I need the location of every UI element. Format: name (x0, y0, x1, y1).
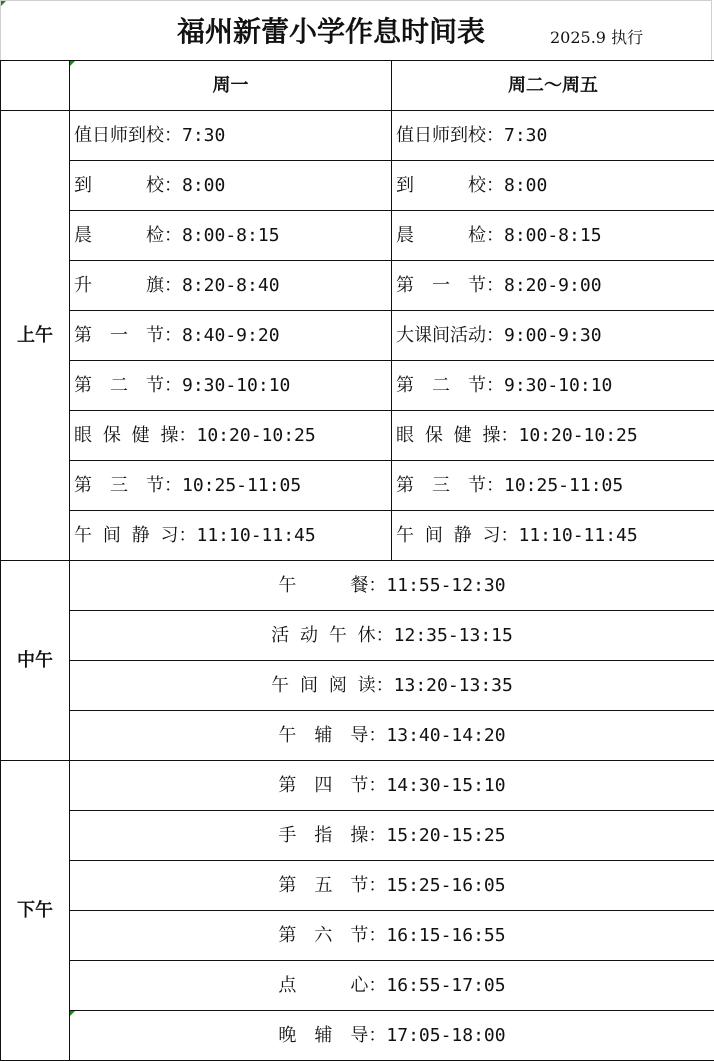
cell-all-days: 第 五 节：15:25-16:05 (70, 861, 714, 911)
table-row (1, 611, 714, 661)
table-row (1, 1011, 714, 1061)
schedule-table (0, 60, 714, 1061)
cell-tue-fri: 第 二 节：9:30-10:10 (392, 361, 714, 411)
title-row (0, 0, 712, 60)
cell-mon: 到 校：8:00 (70, 161, 392, 211)
cell-mon: 第 三 节：10:25-11:05 (70, 461, 392, 511)
table-row (1, 711, 714, 761)
table-row (1, 861, 714, 911)
cell-all-days: 活 动 午 休：12:35-13:15 (70, 611, 714, 661)
cell-all-days: 午 餐：11:55-12:30 (70, 561, 714, 611)
document-title: 福州新蕾小学作息时间表 (177, 15, 486, 48)
cell-tue-fri: 到 校：8:00 (392, 161, 714, 211)
cell-mon: 值日师到校：7:30 (70, 111, 392, 161)
cell-all-days: 午 间 阅 读：13:20-13:35 (70, 661, 714, 711)
table-row (1, 561, 714, 611)
cell-all-days: 手 指 操：15:20-15:25 (70, 811, 714, 861)
cell-marker-icon (70, 61, 75, 66)
cell-all-days: 第 六 节：16:15-16:55 (70, 911, 714, 961)
cell-tue-fri: 眼 保 健 操：10:20-10:25 (392, 411, 714, 461)
table-row (1, 661, 714, 711)
cell-mon: 第 一 节：8:40-9:20 (70, 311, 392, 361)
period-afternoon: 下午 (1, 761, 70, 1061)
cell-all-days: 午 辅 导：13:40-14:20 (70, 711, 714, 761)
cell-marker-icon (70, 1011, 75, 1016)
cell-all-days: 点 心：16:55-17:05 (70, 961, 714, 1011)
table-row (1, 361, 714, 411)
cell-mon: 升 旗：8:20-8:40 (70, 261, 392, 311)
cell-mon: 午 间 静 习：11:10-11:45 (70, 511, 392, 561)
header-tue-fri: 周二～周五 (392, 61, 714, 111)
cell-mon: 第 二 节：9:30-10:10 (70, 361, 392, 411)
effective-date: 2025.9 执行 (550, 28, 644, 47)
table-row (1, 961, 714, 1011)
cell-tue-fri: 午 间 静 习：11:10-11:45 (392, 511, 714, 561)
cell-tue-fri: 晨 检：8:00-8:15 (392, 211, 714, 261)
table-row (1, 411, 714, 461)
period-morning: 上午 (1, 111, 70, 561)
table-row (1, 761, 714, 811)
table-row (1, 261, 714, 311)
table-row (1, 311, 714, 361)
cell-tue-fri: 第 三 节：10:25-11:05 (392, 461, 714, 511)
cell-tue-fri: 值日师到校：7:30 (392, 111, 714, 161)
period-header-blank (1, 61, 70, 111)
period-noon: 中午 (1, 561, 70, 761)
table-row (1, 161, 714, 211)
table-row (1, 111, 714, 161)
cell-tue-fri: 大课间活动：9:00-9:30 (392, 311, 714, 361)
cell-mon: 晨 检：8:00-8:15 (70, 211, 392, 261)
table-row (1, 211, 714, 261)
table-row (1, 461, 714, 511)
table-row (1, 811, 714, 861)
cell-tue-fri: 第 一 节：8:20-9:00 (392, 261, 714, 311)
cell-marker-icon (1, 1, 6, 6)
table-row (1, 911, 714, 961)
table-row (1, 511, 714, 561)
header-row (1, 61, 714, 111)
cell-mon: 眼 保 健 操：10:20-10:25 (70, 411, 392, 461)
header-monday: 周一 (70, 61, 392, 111)
cell-all-days: 第 四 节：14:30-15:10 (70, 761, 714, 811)
cell-all-days: 晚 辅 导：17:05-18:00 (70, 1011, 714, 1061)
